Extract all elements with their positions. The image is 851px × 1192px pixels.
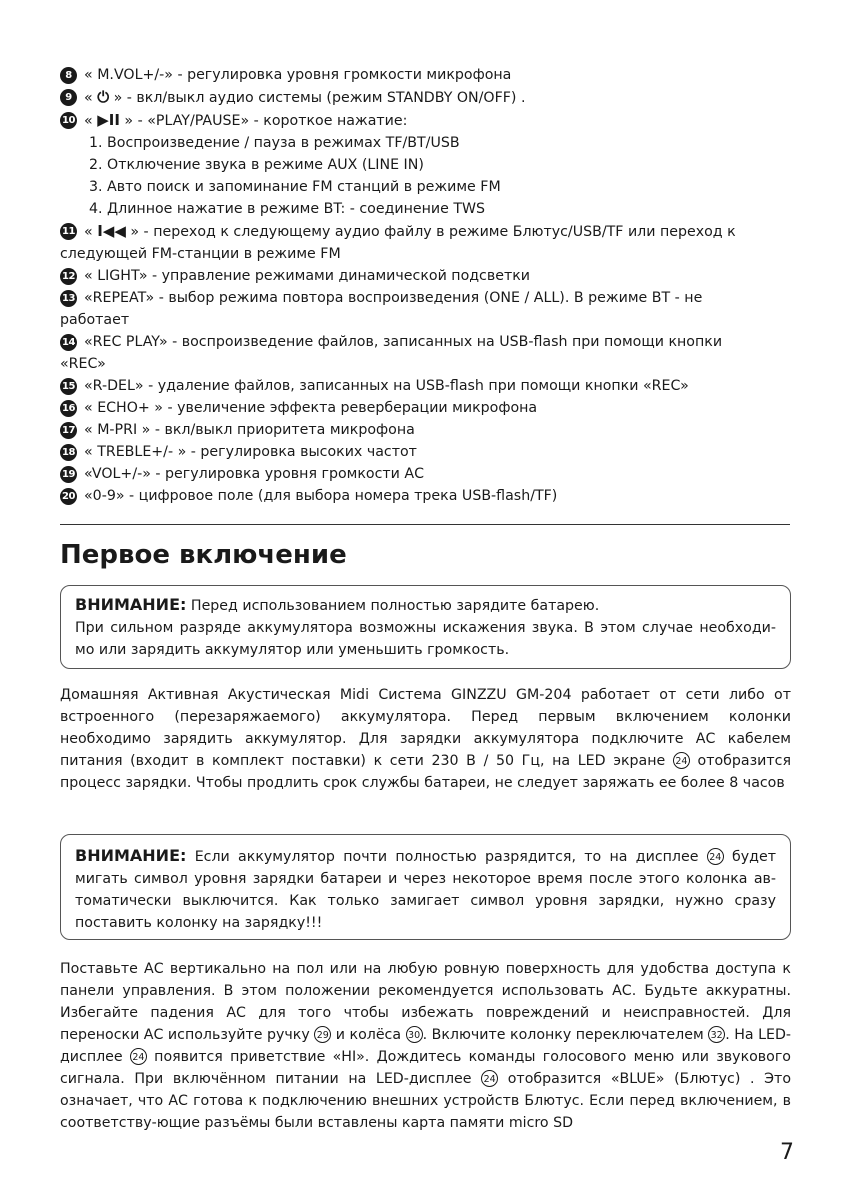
paragraph: Домашняя Активная Акустическая Midi Система GINZZU GM-204 работает от сети либо от встроенного (перезаряжаемого) аккумулятора. Перед первым включением колонки необходимо зарядить аккумулятор. Для зарядки аккумулятора подключите АС кабелем питания (входит в комплект поставки) к сети 230 В / 50 Гц, на LED экране 24 отобразится процесс зарядки. Чтобы продлить срок службы батареи, не следует заряжать ее более 8 часов	[60, 687, 791, 791]
reference-number-icon: 24	[130, 1048, 147, 1065]
item-number-badge: 20	[60, 488, 77, 505]
warning-label: ВНИМАНИЕ:	[75, 846, 187, 865]
item-number-badge: 9	[60, 89, 77, 106]
controls-list	[60, 64, 800, 507]
item-number-badge: 16	[60, 400, 77, 417]
item-number-badge: 10	[60, 112, 77, 129]
list-item: 19 «VOL+/-» - регулировка уровня громкости АС	[60, 463, 800, 485]
reference-number-icon: 30	[406, 1026, 423, 1043]
list-item: 8 « M.VOL+/-» - регулировка уровня громкости микрофона	[60, 64, 800, 86]
reference-number-icon: 29	[314, 1026, 331, 1043]
reference-number-icon: 24	[707, 848, 724, 865]
item-number-badge: 13	[60, 290, 77, 307]
play-pause-icon: ▶II	[97, 111, 120, 129]
item-number-badge: 19	[60, 466, 77, 483]
warning-label: ВНИМАНИЕ:	[75, 595, 187, 614]
warning-box: ВНИМАНИЕ: Если аккумулятор почти полностью разрядится, то на дисплее 24 будет мигать символ уровня зарядки батареи и через некоторое время после этого колонка ав-томатически выключится. Как только замигает символ уровня зарядки, нужно сразу поставить колонку на зарядку!!!	[60, 834, 791, 940]
section-divider	[60, 524, 790, 525]
paragraph: Поставьте АС вертикально на пол или на любую ровную поверхность для удобства доступа к панели управления. В этом положении рекомендуется использовать АС. Будьте аккуратны. Избегайте падения АС для того чтобы избежать повреждений и неисправностей. Для переноски АС используйте ручку 29 и колёса 30 . Включите колонку переключателем 32 . На LED-дисплее 24 появится приветствие «HI». Дождитесь команды голосового меню или звукового сигнала. При включённом питании на LED-дисплее 24 отобразится «BLUE» (Блютус) . Это означает, что АС готова к подключению внешних устройств Блютус. Если перед включением, в соответству-ющие разъёмы были вставлены карта памяти micro SD	[60, 961, 792, 1131]
list-item: 14 «REC PLAY» - воспроизведение файлов, записанных на USB-flash при помощи кнопки «REC»	[60, 334, 723, 372]
item-number-badge: 18	[60, 444, 77, 461]
power-icon: ⏻	[97, 88, 110, 106]
sub-item: 2. Отключение звука в режиме AUX (LINE IN)	[89, 157, 424, 173]
list-item: 15 «R-DEL» - удаление файлов, записанных на USB-flash при помощи кнопки «REC»	[60, 375, 800, 397]
skip-icon: I◀◀	[97, 222, 126, 240]
item-number-badge: 8	[60, 67, 77, 84]
item-number-badge: 15	[60, 378, 77, 395]
warning-box: ВНИМАНИЕ: Перед использованием полностью зарядите батарею. При сильном разряде аккумулятора возможны искажения звука. В этом случае необходи-мо или зарядить аккумулятор или уменьшить громкость.	[60, 585, 791, 669]
item-number-badge: 17	[60, 422, 77, 439]
reference-number-icon: 24	[481, 1070, 498, 1087]
sub-item: 3. Авто поиск и запоминание FM станций в режиме FM	[89, 179, 501, 195]
section-title: Первое включение	[60, 540, 347, 570]
list-item: 10 « ▶II » - «PLAY/PAUSE» - короткое нажатие:	[60, 109, 800, 132]
list-item: 9 « ⏻ » - вкл/выкл аудио системы (режим STANDBY ON/OFF) .	[60, 86, 800, 109]
sub-item: 1. Воспроизведение / пауза в режимах TF/BT/USB	[89, 135, 460, 151]
item-number-badge: 14	[60, 334, 77, 351]
list-item: 20 «0-9» - цифровое поле (для выбора номера трека USB-flash/TF)	[60, 485, 800, 507]
reference-number-icon: 32	[708, 1026, 725, 1043]
list-item: 12 « LIGHT» - управление режимами динамической подсветки	[60, 265, 800, 287]
item-number-badge: 12	[60, 268, 77, 285]
item-number-badge: 11	[60, 223, 77, 240]
list-item: 16 « ECHO+ » - увеличение эффекта реверберации микрофона	[60, 397, 800, 419]
list-item: 18 « TREBLE+/- » - регулировка высоких частот	[60, 441, 800, 463]
list-item: 11 « I◀◀ » - переход к следующему аудио файлу в режиме Блютус/USB/TF или переход к следующей FM-станции в режиме FM	[60, 222, 736, 262]
page-number: 7	[780, 1140, 794, 1165]
reference-number-icon: 24	[673, 752, 690, 769]
sub-item: 4. Длинное нажатие в режиме BT: - соединение TWS	[89, 201, 486, 217]
list-item: 17 « M-PRI » - вкл/выкл приоритета микрофона	[60, 419, 800, 441]
list-item: 13 «REPEAT» - выбор режима повтора воспроизведения (ONE / ALL). В режиме BT - не работает	[60, 290, 703, 328]
